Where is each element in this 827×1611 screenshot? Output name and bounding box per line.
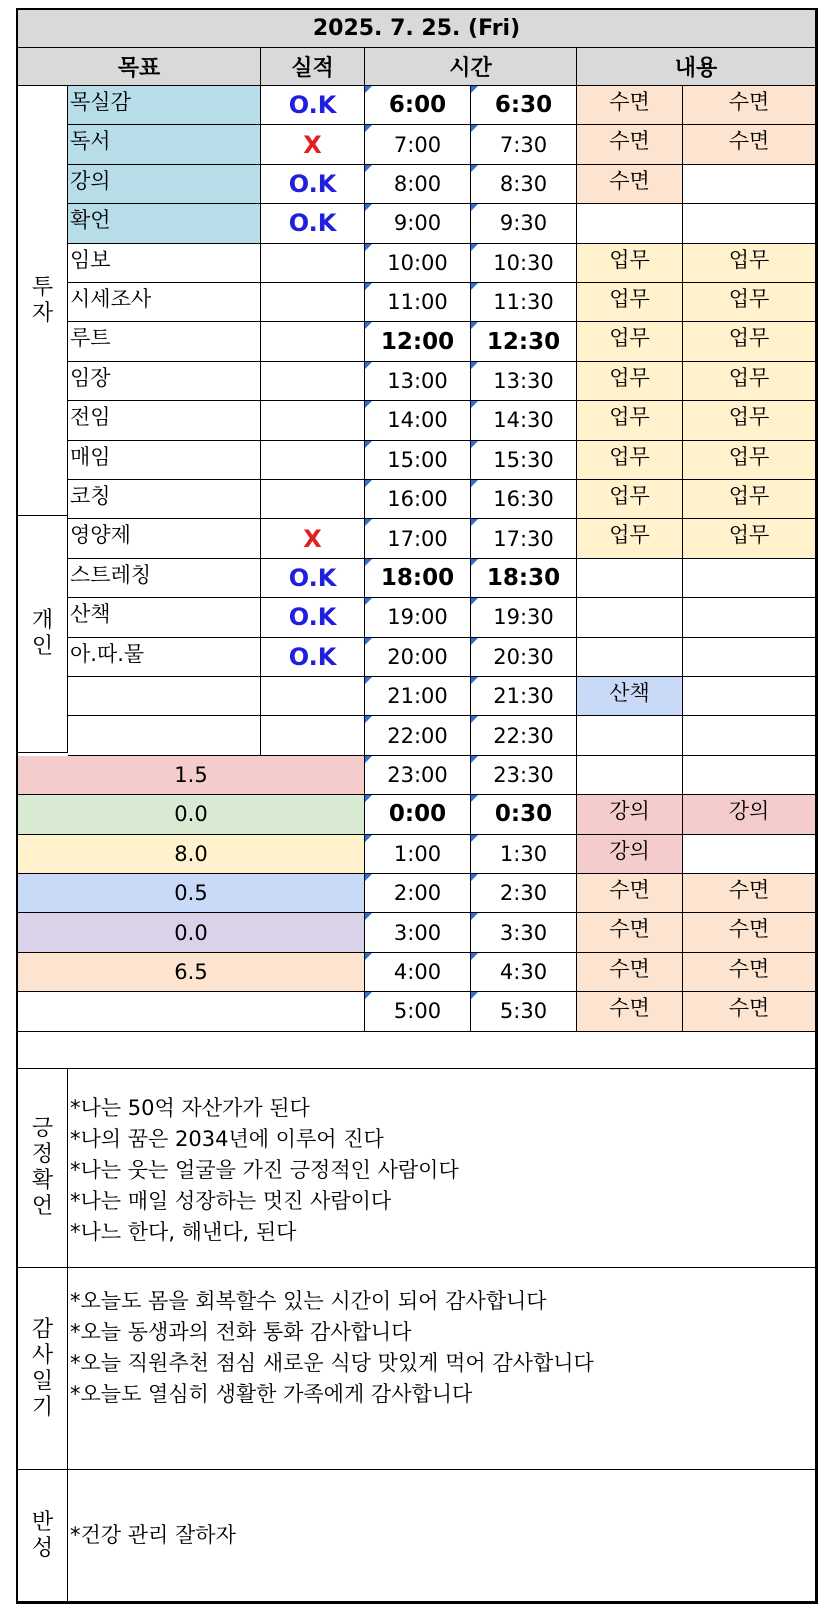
section-label-char: 자: [31, 300, 54, 326]
time-start-cell[interactable]: 5:00: [365, 992, 471, 1031]
result-cell[interactable]: [261, 677, 365, 716]
time-end-cell[interactable]: 3:30: [471, 913, 577, 952]
time-end-cell[interactable]: 14:30: [471, 401, 577, 440]
result-cell[interactable]: [261, 322, 365, 361]
time-end-cell[interactable]: 12:30: [471, 322, 577, 361]
result-cell[interactable]: [261, 441, 365, 480]
content-cell[interactable]: [577, 559, 683, 598]
time-start-cell[interactable]: 15:00: [365, 441, 471, 480]
gratitude-line: *오늘도 몸을 회복할수 있는 시간이 되어 감사합니다: [70, 1289, 547, 1313]
goal-cell[interactable]: 스트레칭: [68, 559, 261, 598]
content-cell[interactable]: 수면: [683, 86, 816, 125]
result-cell[interactable]: [261, 401, 365, 440]
summary-cell[interactable]: 0.0: [18, 913, 365, 952]
content-cell[interactable]: 업무: [577, 322, 683, 361]
time-end-cell[interactable]: 8:30: [471, 165, 577, 204]
summary-cell[interactable]: 1.5: [18, 756, 365, 795]
time-start-cell[interactable]: 10:00: [365, 244, 471, 283]
content-cell[interactable]: [683, 165, 816, 204]
time-end-cell[interactable]: 17:30: [471, 519, 577, 558]
time-end-cell[interactable]: 5:30: [471, 992, 577, 1031]
content-cell[interactable]: 업무: [683, 519, 816, 558]
time-start-cell[interactable]: 13:00: [365, 362, 471, 401]
content-cell[interactable]: 수면: [577, 125, 683, 164]
reflection-line: *건강 관리 잘하자: [70, 1523, 236, 1547]
time-start-cell[interactable]: 18:00: [365, 559, 471, 598]
time-end-cell[interactable]: 6:30: [471, 86, 577, 125]
header-result[interactable]: 실적: [261, 48, 365, 86]
affirmation-line: *나는 매일 성장하는 멋진 사람이다: [70, 1189, 392, 1213]
content-cell[interactable]: [577, 598, 683, 637]
time-start-cell[interactable]: 12:00: [365, 322, 471, 361]
goal-cell[interactable]: 목실감: [68, 86, 261, 125]
time-start-cell[interactable]: 7:00: [365, 125, 471, 164]
time-start-cell[interactable]: 20:00: [365, 638, 471, 677]
gratitude-box[interactable]: [68, 1268, 816, 1470]
goal-cell[interactable]: 임보: [68, 244, 261, 283]
goal-cell[interactable]: 루트: [68, 322, 261, 361]
gratitude-line: *오늘도 열심히 생활한 가족에게 감사합니다: [70, 1382, 473, 1406]
content-cell[interactable]: 업무: [577, 283, 683, 322]
affirmation-line: *나는 웃는 얼굴을 가진 긍정적인 사람이다: [70, 1158, 459, 1182]
content-cell[interactable]: 업무: [683, 283, 816, 322]
section-label-char: 반: [31, 1509, 54, 1535]
section-label-char: 성: [31, 1535, 54, 1561]
goal-cell[interactable]: 코칭: [68, 480, 261, 519]
gratitude-line: *오늘 동생과의 전화 통화 감사합니다: [70, 1320, 412, 1344]
section-label-reflection: [18, 1470, 68, 1602]
content-cell[interactable]: [683, 638, 816, 677]
content-cell[interactable]: 업무: [683, 322, 816, 361]
time-end-cell[interactable]: 15:30: [471, 441, 577, 480]
time-end-cell[interactable]: 10:30: [471, 244, 577, 283]
content-cell[interactable]: 업무: [577, 362, 683, 401]
content-cell[interactable]: 수면: [577, 874, 683, 913]
summary-cell[interactable]: 6.5: [18, 953, 365, 992]
content-cell[interactable]: [683, 716, 816, 755]
time-start-cell[interactable]: 21:00: [365, 677, 471, 716]
result-cell[interactable]: O.K: [261, 598, 365, 637]
time-start-cell[interactable]: 1:00: [365, 835, 471, 874]
result-cell[interactable]: X: [261, 125, 365, 164]
goal-cell[interactable]: 강의: [68, 165, 261, 204]
goal-cell[interactable]: [68, 716, 261, 755]
result-cell[interactable]: O.K: [261, 165, 365, 204]
content-cell[interactable]: [577, 756, 683, 795]
content-cell[interactable]: [577, 204, 683, 243]
time-end-cell[interactable]: 1:30: [471, 835, 577, 874]
content-cell[interactable]: 수면: [683, 992, 816, 1031]
time-start-cell[interactable]: 6:00: [365, 86, 471, 125]
time-start-cell[interactable]: 4:00: [365, 953, 471, 992]
time-end-cell[interactable]: 0:30: [471, 795, 577, 834]
content-cell[interactable]: [577, 638, 683, 677]
result-cell[interactable]: X: [261, 519, 365, 558]
time-start-cell[interactable]: 8:00: [365, 165, 471, 204]
section-label-char: 기: [31, 1394, 54, 1420]
summary-cell[interactable]: 0.5: [18, 874, 365, 913]
content-cell[interactable]: [683, 835, 816, 874]
time-start-cell[interactable]: 14:00: [365, 401, 471, 440]
content-cell[interactable]: 수면: [683, 874, 816, 913]
time-end-cell[interactable]: 7:30: [471, 125, 577, 164]
result-cell[interactable]: [261, 244, 365, 283]
section-label-invest: [18, 86, 68, 516]
date-title[interactable]: 2025. 7. 25. (Fri): [18, 10, 816, 48]
affirmation-line: *나는 50억 자산가가 된다: [70, 1096, 310, 1120]
content-cell[interactable]: 업무: [577, 401, 683, 440]
section-label-gratitude: [18, 1268, 68, 1470]
section-label-char: 사: [31, 1342, 54, 1368]
goal-cell[interactable]: 매임: [68, 441, 261, 480]
header-time[interactable]: 시간: [365, 48, 577, 86]
goal-cell[interactable]: [68, 677, 261, 716]
section-label-char: 개: [31, 608, 54, 633]
content-cell[interactable]: 강의: [683, 795, 816, 834]
content-cell[interactable]: 업무: [577, 519, 683, 558]
content-cell[interactable]: 업무: [683, 480, 816, 519]
time-start-cell[interactable]: 9:00: [365, 204, 471, 243]
result-cell[interactable]: O.K: [261, 638, 365, 677]
content-cell[interactable]: [683, 204, 816, 243]
spacer-row: [18, 1029, 816, 1069]
content-cell[interactable]: 수면: [683, 125, 816, 164]
header-content[interactable]: 내용: [577, 48, 816, 86]
section-label-personal: [18, 516, 68, 753]
section-label-char: 확: [31, 1168, 54, 1193]
content-cell[interactable]: 업무: [577, 441, 683, 480]
affirmation-line: *나느 한다, 해낸다, 된다: [70, 1220, 297, 1244]
time-start-cell[interactable]: 22:00: [365, 716, 471, 755]
result-cell[interactable]: [261, 716, 365, 755]
goal-cell[interactable]: 전임: [68, 401, 261, 440]
result-cell[interactable]: O.K: [261, 204, 365, 243]
summary-cell[interactable]: 0.0: [18, 795, 365, 834]
content-cell[interactable]: 수면: [577, 953, 683, 992]
content-cell[interactable]: 업무: [577, 244, 683, 283]
time-start-cell[interactable]: 16:00: [365, 480, 471, 519]
content-cell[interactable]: 강의: [577, 795, 683, 834]
content-cell[interactable]: [577, 716, 683, 755]
goal-cell[interactable]: 독서: [68, 125, 261, 164]
result-cell[interactable]: O.K: [261, 559, 365, 598]
result-cell[interactable]: [261, 283, 365, 322]
content-cell[interactable]: [683, 677, 816, 716]
summary-cell[interactable]: [18, 992, 365, 1031]
time-start-cell[interactable]: 3:00: [365, 913, 471, 952]
goal-cell[interactable]: 시세조사: [68, 283, 261, 322]
content-cell[interactable]: 수면: [577, 913, 683, 952]
content-cell[interactable]: 수면: [683, 953, 816, 992]
section-label-char: 감: [31, 1316, 54, 1342]
goal-cell[interactable]: 산책: [68, 598, 261, 637]
section-label-char: 정: [31, 1142, 54, 1167]
time-end-cell[interactable]: 11:30: [471, 283, 577, 322]
time-end-cell[interactable]: 18:30: [471, 559, 577, 598]
content-cell[interactable]: [683, 756, 816, 795]
section-label-char: 언: [31, 1194, 54, 1219]
content-cell[interactable]: [683, 598, 816, 637]
goal-cell[interactable]: 임장: [68, 362, 261, 401]
content-cell[interactable]: 업무: [683, 441, 816, 480]
section-label-affirm: [18, 1069, 68, 1268]
section-label-char: 일: [31, 1368, 54, 1394]
content-cell[interactable]: 강의: [577, 835, 683, 874]
time-end-cell[interactable]: 19:30: [471, 598, 577, 637]
section-label-char: 투: [31, 274, 54, 300]
time-end-cell[interactable]: 9:30: [471, 204, 577, 243]
content-cell[interactable]: 업무: [683, 401, 816, 440]
time-start-cell[interactable]: 0:00: [365, 795, 471, 834]
time-end-cell[interactable]: 2:30: [471, 874, 577, 913]
time-start-cell[interactable]: 23:00: [365, 756, 471, 795]
result-cell[interactable]: O.K: [261, 86, 365, 125]
time-end-cell[interactable]: 4:30: [471, 953, 577, 992]
content-cell[interactable]: 업무: [577, 480, 683, 519]
content-cell[interactable]: [683, 559, 816, 598]
content-cell[interactable]: 수면: [577, 992, 683, 1031]
goal-cell[interactable]: 확언: [68, 204, 261, 243]
time-start-cell[interactable]: 11:00: [365, 283, 471, 322]
content-cell[interactable]: 수면: [577, 86, 683, 125]
result-cell[interactable]: [261, 362, 365, 401]
goal-cell[interactable]: 영양제: [68, 519, 261, 558]
gratitude-line: *오늘 직원추천 점심 새로운 식당 맛있게 먹어 감사합니다: [70, 1351, 594, 1375]
daily-planner-sheet: [16, 8, 818, 1604]
time-end-cell[interactable]: 22:30: [471, 716, 577, 755]
affirmation-line: *나의 꿈은 2034년에 이루어 진다: [70, 1127, 384, 1151]
header-goal[interactable]: 목표: [18, 48, 261, 86]
time-start-cell[interactable]: 2:00: [365, 874, 471, 913]
content-cell[interactable]: 산책: [577, 677, 683, 716]
goal-cell[interactable]: 아.따.물: [68, 638, 261, 677]
affirmations-box[interactable]: [68, 1069, 816, 1268]
time-end-cell[interactable]: 21:30: [471, 677, 577, 716]
time-start-cell[interactable]: 17:00: [365, 519, 471, 558]
content-cell[interactable]: 수면: [577, 165, 683, 204]
time-end-cell[interactable]: 20:30: [471, 638, 577, 677]
content-cell[interactable]: 수면: [683, 913, 816, 952]
section-label-char: 인: [31, 634, 54, 659]
time-end-cell[interactable]: 23:30: [471, 756, 577, 795]
content-cell[interactable]: 업무: [683, 244, 816, 283]
time-end-cell[interactable]: 13:30: [471, 362, 577, 401]
result-cell[interactable]: [261, 480, 365, 519]
time-end-cell[interactable]: 16:30: [471, 480, 577, 519]
section-label-char: 긍: [31, 1116, 54, 1141]
content-cell[interactable]: 업무: [683, 362, 816, 401]
time-start-cell[interactable]: 19:00: [365, 598, 471, 637]
summary-cell[interactable]: 8.0: [18, 835, 365, 874]
reflection-box[interactable]: [68, 1470, 816, 1602]
